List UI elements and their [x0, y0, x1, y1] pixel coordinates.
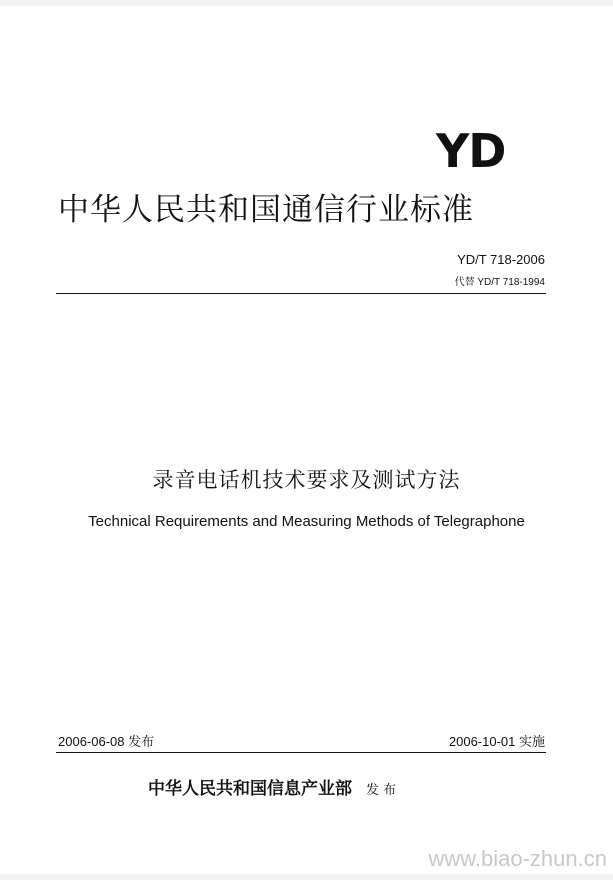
- publisher-suffix: 发 布: [366, 783, 397, 798]
- issue-date: 2006-06-08 发布: [58, 734, 155, 749]
- implementation-date: 2006-10-01 实施: [448, 734, 545, 749]
- publisher-name: 中华人民共和国信息产业部: [148, 779, 352, 799]
- document-title-english: Technical Requirements and Measuring Methods of Telegraphone: [88, 513, 525, 530]
- replaces-standard: 代替 YD/T 718-1994: [454, 277, 545, 288]
- document-title-chinese: 录音电话机技术要求及测试方法: [152, 468, 461, 492]
- publisher: [148, 774, 396, 799]
- yd-logo: YD: [436, 124, 506, 178]
- watermark: www.biao-zhun.cn: [428, 846, 607, 871]
- document-page: [0, 6, 613, 874]
- header-divider: [56, 293, 546, 294]
- standard-number: YD/T 718-2006: [457, 252, 545, 267]
- footer-divider: [56, 752, 546, 753]
- standard-category-title: 中华人民共和国通信行业标准: [58, 192, 474, 228]
